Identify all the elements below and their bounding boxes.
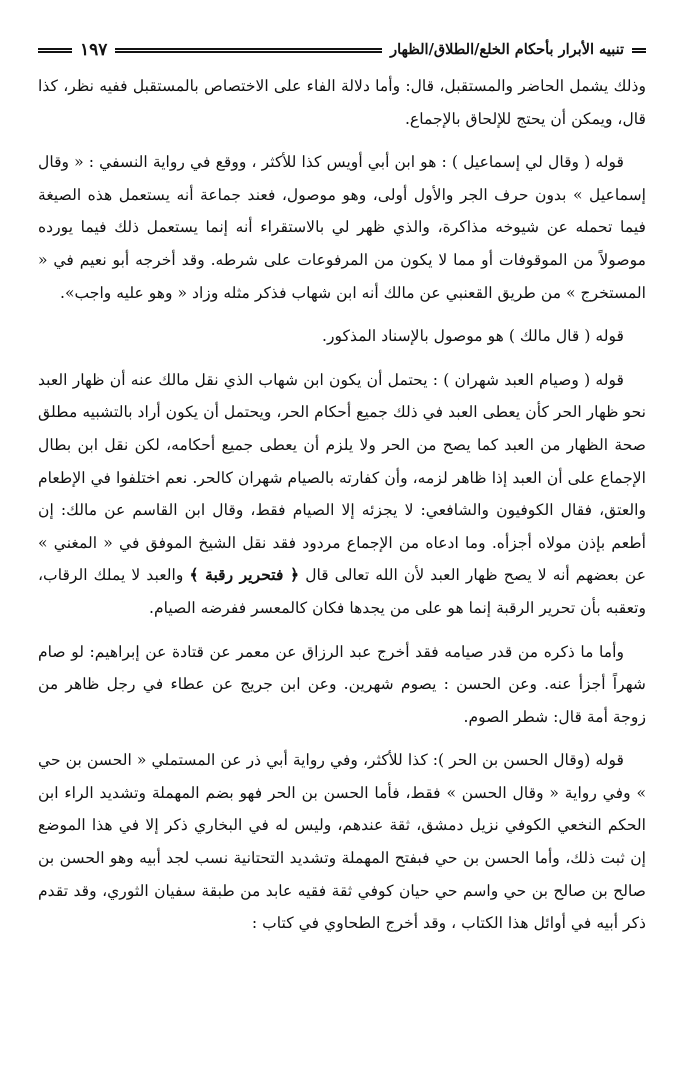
paragraph-slave-fasting-continued: والعبد لا يملك الرقاب، وتعقبه بأن تحرير الرقبة إنما هو على من يجدها فكان كالمعسر ففرضه الصيام. xyxy=(38,566,646,617)
header-rule-right xyxy=(632,48,646,53)
paragraph-continuation: وذلك يشمل الحاضر والمستقبل، قال: وأما دلالة الفاء على الاختصاص بالمستقبل ففيه نظر، كذا قال، ويمكن أن يحتج للإلحاق بالإجماع. xyxy=(38,77,646,128)
header-title: تنبيه الأبرار بأحكام الخلع/الطلاق/الظهار xyxy=(390,40,624,58)
header-rule-middle xyxy=(115,48,382,53)
paragraph-slave-fasting xyxy=(38,364,646,625)
quran-quote: ﴿ فتحرير رقبة ﴾ xyxy=(189,565,300,585)
running-header xyxy=(38,30,646,70)
paragraph-hasan: قوله (وقال الحسن بن الحر ): كذا للأكثر، وفي رواية أبي ذر عن المستملي « الحسن بن حي » وفي رواية « وقال الحسن » فقط، فأما الحسن بن الحر فهو بضم المهملة وتشديد الراء ابن الحكم النخعي الكوفي نزيل دمشق، ثقة عندهم، وليس له في البخاري ذكر إلا في هذا الموضع إن ثبت ذلك، وأما الحسن بن حي فبفتح المهملة وتشديد التحتانية نسب لجد أبيه وهو الحسن بن صالح بن صالح بن حي واسم حي حيان كوفي ثقة فقيه عابد من طبقة سفيان الثوري، وقد تقدم ذكر أبيه في أوائل هذا الكتاب ، وقد أخرج الطحاوي في كتاب : xyxy=(38,751,646,933)
page-number: ١٩٧ xyxy=(80,39,108,60)
paragraph-slave-fasting-text: قوله ( وصيام العبد شهران ) : يحتمل أن يكون ابن شهاب الذي نقل مالك عنه أن ظهار العبد نحو ظهار الحر كأن يعطى العبد في ذلك جميع أحكام الحر، ويحتمل أن يكون أراد بالتشبيه مطلق صحة الظهار من العبد كما يصح من الحر ولا يلزم أن يعطى جميع أحكامه، لكن نقل ابن بطال الإجماع على أن العبد إذا ظاهر لزمه، وأن كفارته بالصيام شهران كالحر. نعم اختلفوا في الإطعام والعتق، فقال الكوفيون والشافعي: لا يجزئه إلا الصيام فقط، وقال ابن القاسم عن مالك: إن أطعم بإذن مولاه أجزأه. وما ادعاه من الإجماع مردود فقد نقل الشيخ الموفق في « المغني » عن بعضهم أنه لا يصح ظهار العبد لأن الله تعالى قال xyxy=(38,370,646,585)
paragraph-fasting-amount: وأما ما ذكره من قدر صيامه فقد أخرج عبد الرزاق عن معمر عن قتادة عن إبراهيم: لو صام شهراً أجزأ عنه. وعن الحسن : يصوم شهرين. وعن ابن جريج عن عطاء في رجل ظاهر من زوجة أمة قال: شطر الصوم. xyxy=(38,642,646,726)
header-rule-left xyxy=(38,48,72,53)
paragraph-ismail: قوله ( وقال لي إسماعيل ) : هو ابن أبي أويس كذا للأكثر ، ووقع في رواية النسفي : « وقال إسماعيل » بدون حرف الجر والأول أولى، وهو موصول، فعند جماعة أنه يستعمل هذه الصيغة فيما تحمله عن شيوخه مذاكرة، والذي ظهر لي بالاستقراء أنه إنما يستعمل ذلك فيما يورده موصولاً من الموقوفات أو مما لا يكون من المرفوعات على شرطه. وقد أخرجه أبو نعيم في « المستخرج » من طريق القعنبي عن مالك أنه ابن شهاب فذكر مثله وزاد « وهو عليه واجب». xyxy=(38,153,646,302)
body-text xyxy=(38,70,646,940)
paragraph-malik: قوله ( قال مالك ) هو موصول بالإسناد المذكور. xyxy=(322,327,624,346)
